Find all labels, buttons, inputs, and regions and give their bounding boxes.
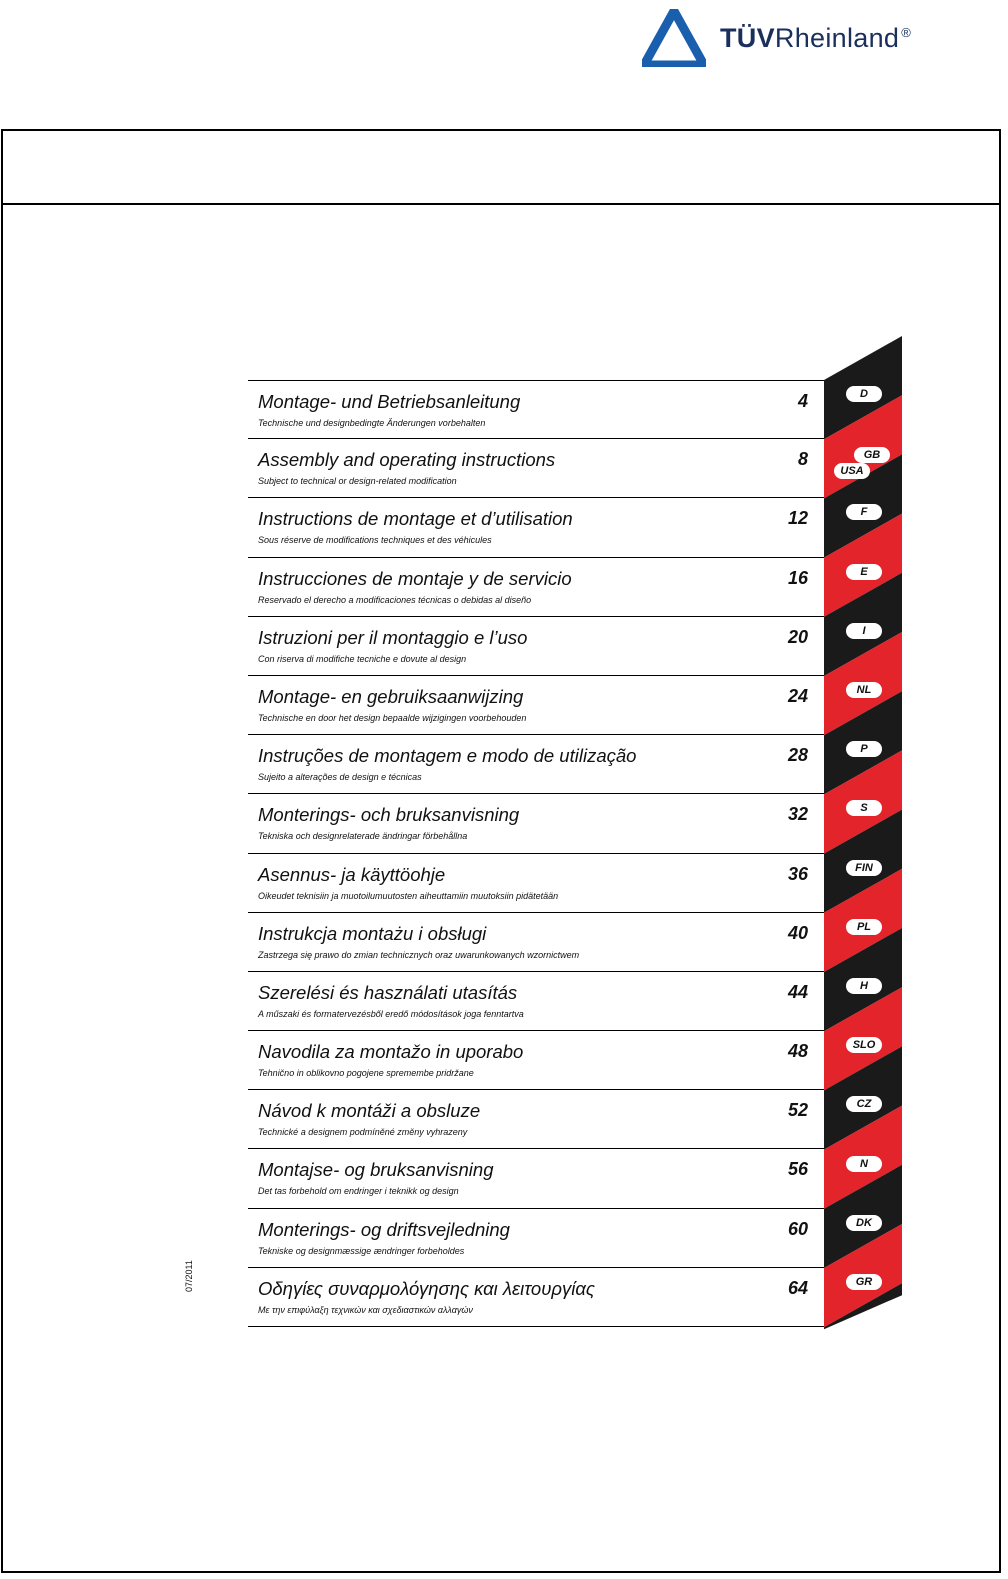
- index-title: Montajse- og bruksanvisning: [258, 1159, 494, 1181]
- tab-code-label[interactable]: PL: [846, 919, 882, 935]
- index-subtitle: Subject to technical or design-related modification: [258, 476, 457, 487]
- tab-code-label[interactable]: E: [846, 564, 882, 580]
- index-title: Οδηγίες συναρμολόγησης και λειτουργίας: [258, 1277, 595, 1299]
- index-title: Montage- en gebruiksaanwijzing: [258, 685, 524, 707]
- index-row[interactable]: [248, 913, 824, 972]
- index-page-number: 56: [787, 1159, 808, 1180]
- index-subtitle: Sujeito a alterações de design e técnicas: [258, 772, 422, 783]
- index-page-number: 20: [787, 626, 808, 647]
- tab-code-label[interactable]: CZ: [846, 1096, 882, 1112]
- index-subtitle: Oikeudet teknisiin ja muotoilumuutosten aiheuttamiin muutoksiin pidätetään: [258, 890, 559, 901]
- date-code: 07/2011: [184, 1260, 194, 1292]
- index-page-number: 60: [787, 1218, 808, 1239]
- index-row[interactable]: [248, 735, 824, 794]
- tab-code-label[interactable]: D: [846, 386, 882, 402]
- tab-code-label[interactable]: USA: [834, 463, 870, 479]
- index-title: Instrukcja montażu i obsługi: [258, 922, 487, 944]
- index-page-number: 16: [787, 567, 808, 588]
- index-subtitle: A műszaki és formatervezésből eredő módosítások joga fenntartva: [258, 1008, 524, 1019]
- index-title: Instruções de montagem e modo de utilização: [258, 745, 637, 767]
- index-subtitle: Με την επιφύλαξη τεχνικών και σχεδιαστικών αλλαγών: [258, 1304, 473, 1315]
- index-row[interactable]: [248, 1031, 824, 1090]
- index-page-number: 52: [787, 1100, 808, 1121]
- index-subtitle: Tekniske og designmæssige ændringer forbeholdes: [258, 1245, 465, 1256]
- tab-code-label[interactable]: GR: [846, 1274, 882, 1290]
- index-page-number: 64: [787, 1277, 808, 1298]
- index-title: Instrucciones de montaje y de servicio: [258, 567, 572, 589]
- index-subtitle: Technické a designem podmíněné změny vyhrazeny: [258, 1127, 468, 1138]
- index-row[interactable]: [248, 439, 824, 498]
- index-page-number: 44: [787, 981, 808, 1002]
- tab-code-label[interactable]: P: [846, 741, 882, 757]
- index-title: Montage- und Betriebsanleitung: [258, 391, 521, 412]
- frame-header-box: [3, 131, 999, 205]
- index-row[interactable]: [248, 380, 824, 439]
- index-row[interactable]: [248, 1209, 824, 1268]
- index-page-number: 48: [787, 1041, 808, 1062]
- index-row[interactable]: [248, 854, 824, 913]
- index-row[interactable]: [248, 794, 824, 853]
- tab-code-label[interactable]: SLO: [846, 1037, 882, 1053]
- tuv-rheinland-logo: [642, 8, 911, 68]
- index-subtitle: Con riserva di modifiche tecniche e dovute al design: [258, 653, 467, 664]
- index-row[interactable]: [248, 972, 824, 1031]
- index-row[interactable]: [248, 558, 824, 617]
- tab-code-label[interactable]: I: [846, 623, 882, 639]
- index-row[interactable]: [248, 1268, 824, 1327]
- tab-code-label[interactable]: S: [846, 800, 882, 816]
- tab-code-label[interactable]: N: [846, 1156, 882, 1172]
- index-title: Navodila za montažo in uporabo: [258, 1041, 524, 1063]
- index-title: Szerelési és használati utasítás: [258, 981, 518, 1003]
- index-subtitle: Reservado el derecho a modificaciones técnicas o debidas al diseño: [258, 594, 532, 605]
- index-page-number: 32: [787, 804, 808, 825]
- tab-code-label[interactable]: F: [846, 504, 882, 520]
- index-page-number: 12: [787, 508, 808, 529]
- logo-brand-regular: Rheinland: [774, 22, 900, 53]
- tab-code-label[interactable]: NL: [846, 682, 882, 698]
- index-title: Istruzioni per il montaggio e l’uso: [258, 626, 528, 648]
- tab-code-label[interactable]: H: [846, 978, 882, 994]
- tuv-triangle-icon: [642, 9, 706, 67]
- logo-brand-bold: TÜV: [720, 22, 775, 53]
- index-subtitle: Technische und designbedingte Änderungen vorbehalten: [258, 418, 486, 428]
- index-title: Monterings- och bruksanvisning: [258, 804, 520, 826]
- index-subtitle: Tehnično in oblikovno pogojene spremembe pridržane: [258, 1068, 474, 1079]
- index-page-number: 8: [797, 449, 808, 470]
- index-row[interactable]: [248, 498, 824, 557]
- index-title: Instructions de montage et d’utilisation: [258, 508, 573, 530]
- index-page-number: 36: [787, 863, 808, 884]
- registered-mark: ®: [901, 24, 912, 40]
- tab-code-label[interactable]: DK: [846, 1215, 882, 1231]
- language-tab-strip: [820, 336, 906, 1336]
- index-row[interactable]: [248, 1149, 824, 1208]
- index-page-number: 28: [787, 745, 808, 766]
- index-title: Návod k montáži a obsluze: [258, 1100, 481, 1122]
- index-page-number: 24: [787, 685, 808, 706]
- index-row[interactable]: [248, 617, 824, 676]
- index-row[interactable]: [248, 676, 824, 735]
- index-page-number: 4: [797, 391, 808, 411]
- index-row[interactable]: [248, 1090, 824, 1149]
- tab-code-label[interactable]: FIN: [846, 860, 882, 876]
- index-subtitle: Tekniska och designrelaterade ändringar förbehållna: [258, 831, 468, 842]
- tab-code-label[interactable]: GB: [854, 447, 890, 463]
- index-title: Assembly and operating instructions: [258, 449, 556, 471]
- index-subtitle: Det tas forbehold om endringer i teknikk og design: [258, 1186, 459, 1197]
- index-subtitle: Zastrzega się prawo do zmian technicznych oraz uwarunkowanych wzornictwem: [258, 949, 580, 960]
- index-subtitle: Sous réserve de modifications techniques et des véhicules: [258, 535, 492, 546]
- language-index: [248, 380, 824, 1327]
- logo-wordmark: [720, 23, 911, 54]
- index-subtitle: Technische en door het design bepaalde wijzigingen voorbehouden: [258, 712, 527, 723]
- index-title: Monterings- og driftsvejledning: [258, 1218, 510, 1240]
- index-page-number: 40: [787, 922, 808, 943]
- index-title: Asennus- ja käyttöohje: [258, 863, 446, 885]
